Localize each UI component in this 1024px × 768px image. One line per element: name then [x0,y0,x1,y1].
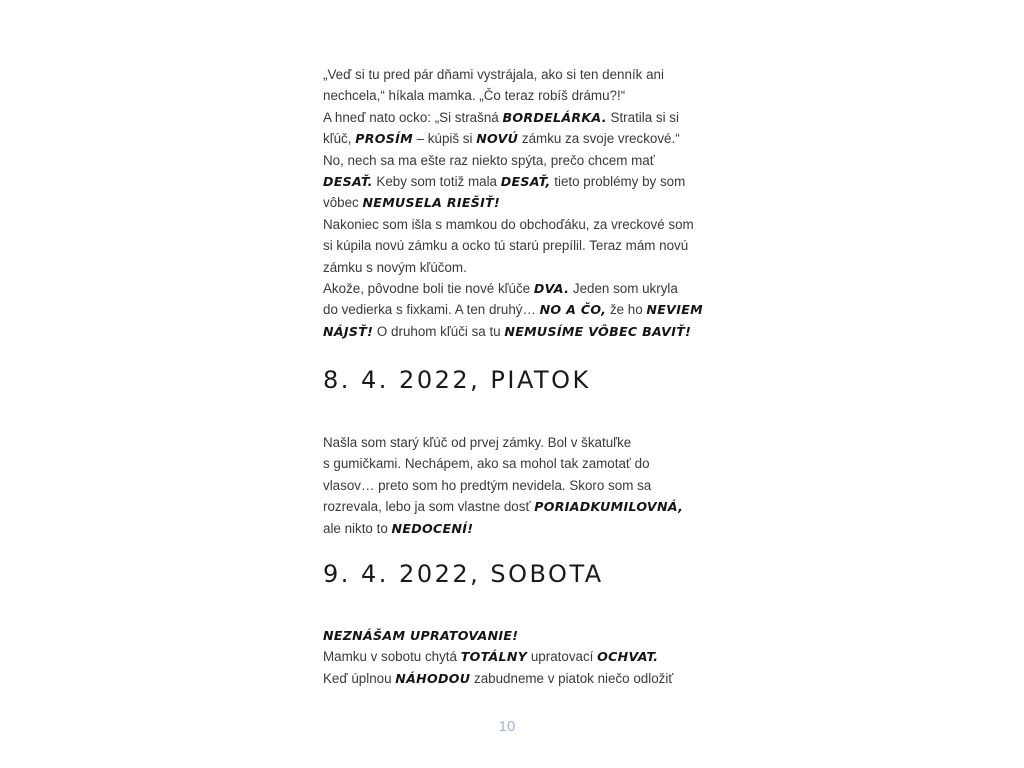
text-segment: Mamku v sobotu chytá [323,649,461,665]
text-line [323,257,723,278]
emphasized-text: DVA. [533,280,570,296]
text-line [323,107,723,128]
emphasized-text: NEMUSÍME VÔBEC BAVIŤ! [504,323,692,339]
text-segment: O druhom kľúči sa tu [373,323,505,339]
text-segment: si kúpila novú zámku a ocko tú starú prepílil. Teraz mám novú [323,238,689,254]
page-number: 10 [498,718,516,735]
text-line [323,278,723,299]
text-segment: Nakoniec som išla s mamkou do obchoďáku, za vreckové som [323,216,694,232]
text-segment: – kúpiš si [412,131,477,147]
text-line [323,150,723,171]
text-segment: zámku za svoje vreckové.“ [518,131,680,147]
text-segment: vôbec [323,195,363,211]
emphasized-text: NOVÚ [476,131,519,147]
text-line [323,171,723,192]
text-segment: zámku s novým kľúčom. [323,259,467,275]
emphasized-text: NEMUSELA RIEŠIŤ! [362,195,501,211]
text-segment: Našla som starý kľúč od prvej zámky. Bol v škatuľke [323,435,632,450]
paragraph-intro [323,64,723,342]
emphasized-text: NO A ČO, [539,302,607,318]
text-segment: kľúč, [323,131,356,147]
text-segment: „Veď si tu pred pár dňami vystrájala, ako si ten denník ani [323,67,664,82]
text-segment: zabudneme v piatok niečo odložiť [470,670,674,686]
text-line [323,496,723,517]
text-segment: že ho [606,302,647,318]
text-line [323,518,723,539]
text-line [323,432,723,453]
text-line [323,668,723,689]
text-segment: Akože, pôvodne boli tie nové kľúče [323,280,534,296]
text-line [323,85,723,106]
text-line [323,625,723,646]
text-line [323,64,723,85]
text-line [323,192,723,213]
text-line [323,235,723,256]
emphasized-text: DESAŤ. [323,173,373,189]
emphasized-text: OCHVAT. [597,649,659,665]
emphasized-text: NEDOCENÍ! [391,520,474,536]
text-segment: No, nech sa ma ešte raz niekto spýta, prečo chcem mať [323,152,655,168]
emphasized-text: NÁHODOU [395,670,471,686]
emphasized-text: NEVIEM [646,302,703,318]
emphasized-text: TOTÁLNY [460,649,528,665]
emphasized-text: DESAŤ, [500,173,551,189]
emphasized-text: NÁJSŤ! [323,323,374,339]
text-segment: nechcela,“ híkala mamka. „Čo teraz robíš drámu?!“ [323,88,626,104]
paragraph-8-april [323,432,723,539]
text-segment: Keby som totiž mala [372,173,501,189]
text-line [323,475,723,496]
text-line [323,321,723,342]
emphasized-text: NEZNÁŠAM UPRATOVANIE! [323,628,519,643]
text-segment: Jeden som ukryla [569,280,678,296]
text-line [323,646,723,667]
emphasized-text: BORDELÁRKA. [502,109,607,125]
text-segment: Keď úplnou [323,670,396,686]
text-segment: rozrevala, lebo ja som vlastne dosť [323,499,535,515]
text-segment: upratovací [527,649,598,665]
emphasized-text: PROSÍM [355,131,413,147]
text-segment: do vedierka s fixkami. A ten druhý… [323,302,540,318]
text-line [323,214,723,235]
paragraph-9-april [323,625,723,689]
text-segment: ale nikto to [323,520,392,536]
text-line [323,453,723,474]
text-segment: s gumičkami. Nechápem, ako sa mohol tak zamotať do [323,456,650,472]
text-segment: tieto problémy by som [550,173,686,189]
emphasized-text: PORIADKUMILOVNÁ, [534,499,684,515]
entry-heading-9-april: 9. 4. 2022, SOBOTA [323,560,604,588]
text-line [323,299,723,320]
text-segment: A hneď nato ocko: „Si strašná [323,109,503,125]
entry-heading-8-april: 8. 4. 2022, PIATOK [323,366,591,394]
text-segment: vlasov… preto som ho predtým nevidela. Skoro som sa [323,477,652,493]
text-segment: Stratila si si [606,109,679,125]
text-line [323,128,723,149]
